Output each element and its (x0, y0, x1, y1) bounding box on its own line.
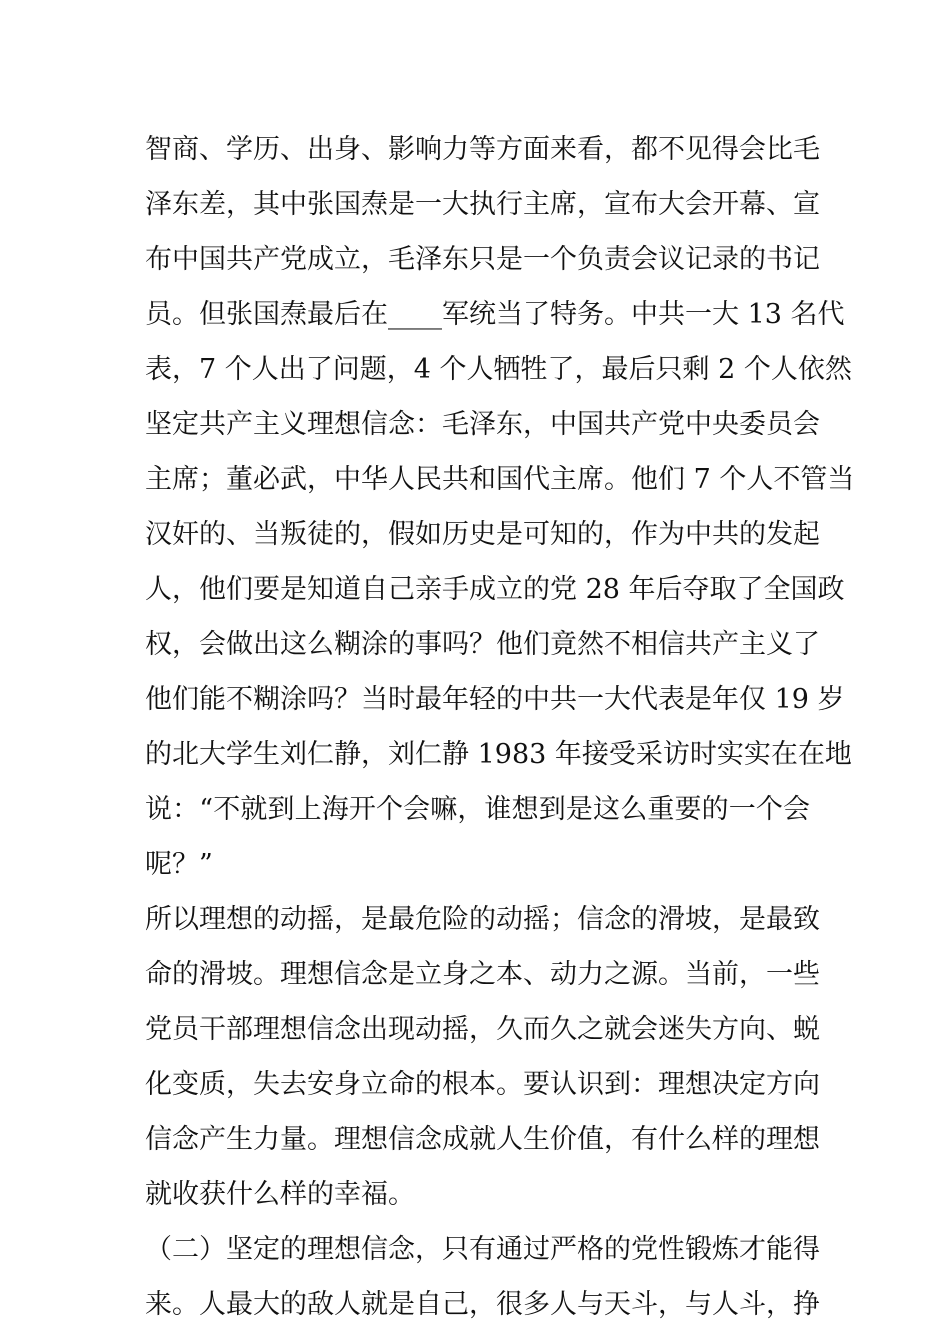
text-line: 权，会做出这么糊涂的事吗？他们竟然不相信共产主义了 (145, 629, 820, 660)
text-line: 说：“不就到上海开个会嘛，谁想到是这么重要的一个会 (145, 794, 810, 825)
text-line: 布中国共产党成立，毛泽东只是一个负责会议记录的书记 (145, 244, 820, 275)
text-line: 命的滑坡。理想信念是立身之本、动力之源。当前，一些 (145, 959, 820, 990)
text-line: 信念产生力量。理想信念成就人生价值，有什么样的理想 (145, 1124, 820, 1155)
text-line: 就收获什么样的幸福。 (145, 1179, 415, 1210)
text-line: 他们能不糊涂吗？当时最年轻的中共一大代表是年仅 19 岁 (145, 684, 845, 715)
text-line: 坚定共产主义理想信念：毛泽东，中国共产党中央委员会 (145, 409, 820, 440)
text-line: 来。人最大的敌人就是自己，很多人与天斗，与人斗，挣 (145, 1289, 820, 1320)
text-line: 员。但张国焘最后在____军统当了特务。中共一大 13 名代 (145, 299, 845, 330)
text-line: 化变质，失去安身立命的根本。要认识到：理想决定方向 (145, 1069, 820, 1100)
text-line: 党员干部理想信念出现动摇，久而久之就会迷失方向、蜕 (145, 1014, 820, 1045)
text-line: 表，7 个人出了问题，4 个人牺牲了，最后只剩 2 个人依然 (145, 354, 852, 385)
text-line: （二）坚定的理想信念，只有通过严格的党性锻炼才能得 (145, 1234, 820, 1265)
text-line: 泽东差，其中张国焘是一大执行主席，宣布大会开幕、宣 (145, 189, 820, 220)
text-line: 人，他们要是知道自己亲手成立的党 28 年后夺取了全国政 (145, 574, 845, 605)
text-line: 呢？” (145, 849, 213, 880)
text-line: 智商、学历、出身、影响力等方面来看，都不见得会比毛 (145, 134, 820, 165)
text-line: 汉奸的、当叛徒的，假如历史是可知的，作为中共的发起 (145, 519, 820, 550)
text-line: 的北大学生刘仁静，刘仁静 1983 年接受采访时实实在在地 (145, 739, 852, 770)
text-line: 主席；董必武，中华人民共和国代主席。他们 7 个人不管当 (145, 464, 855, 495)
text-line: 所以理想的动摇，是最危险的动摇；信念的滑坡，是最致 (145, 904, 820, 935)
